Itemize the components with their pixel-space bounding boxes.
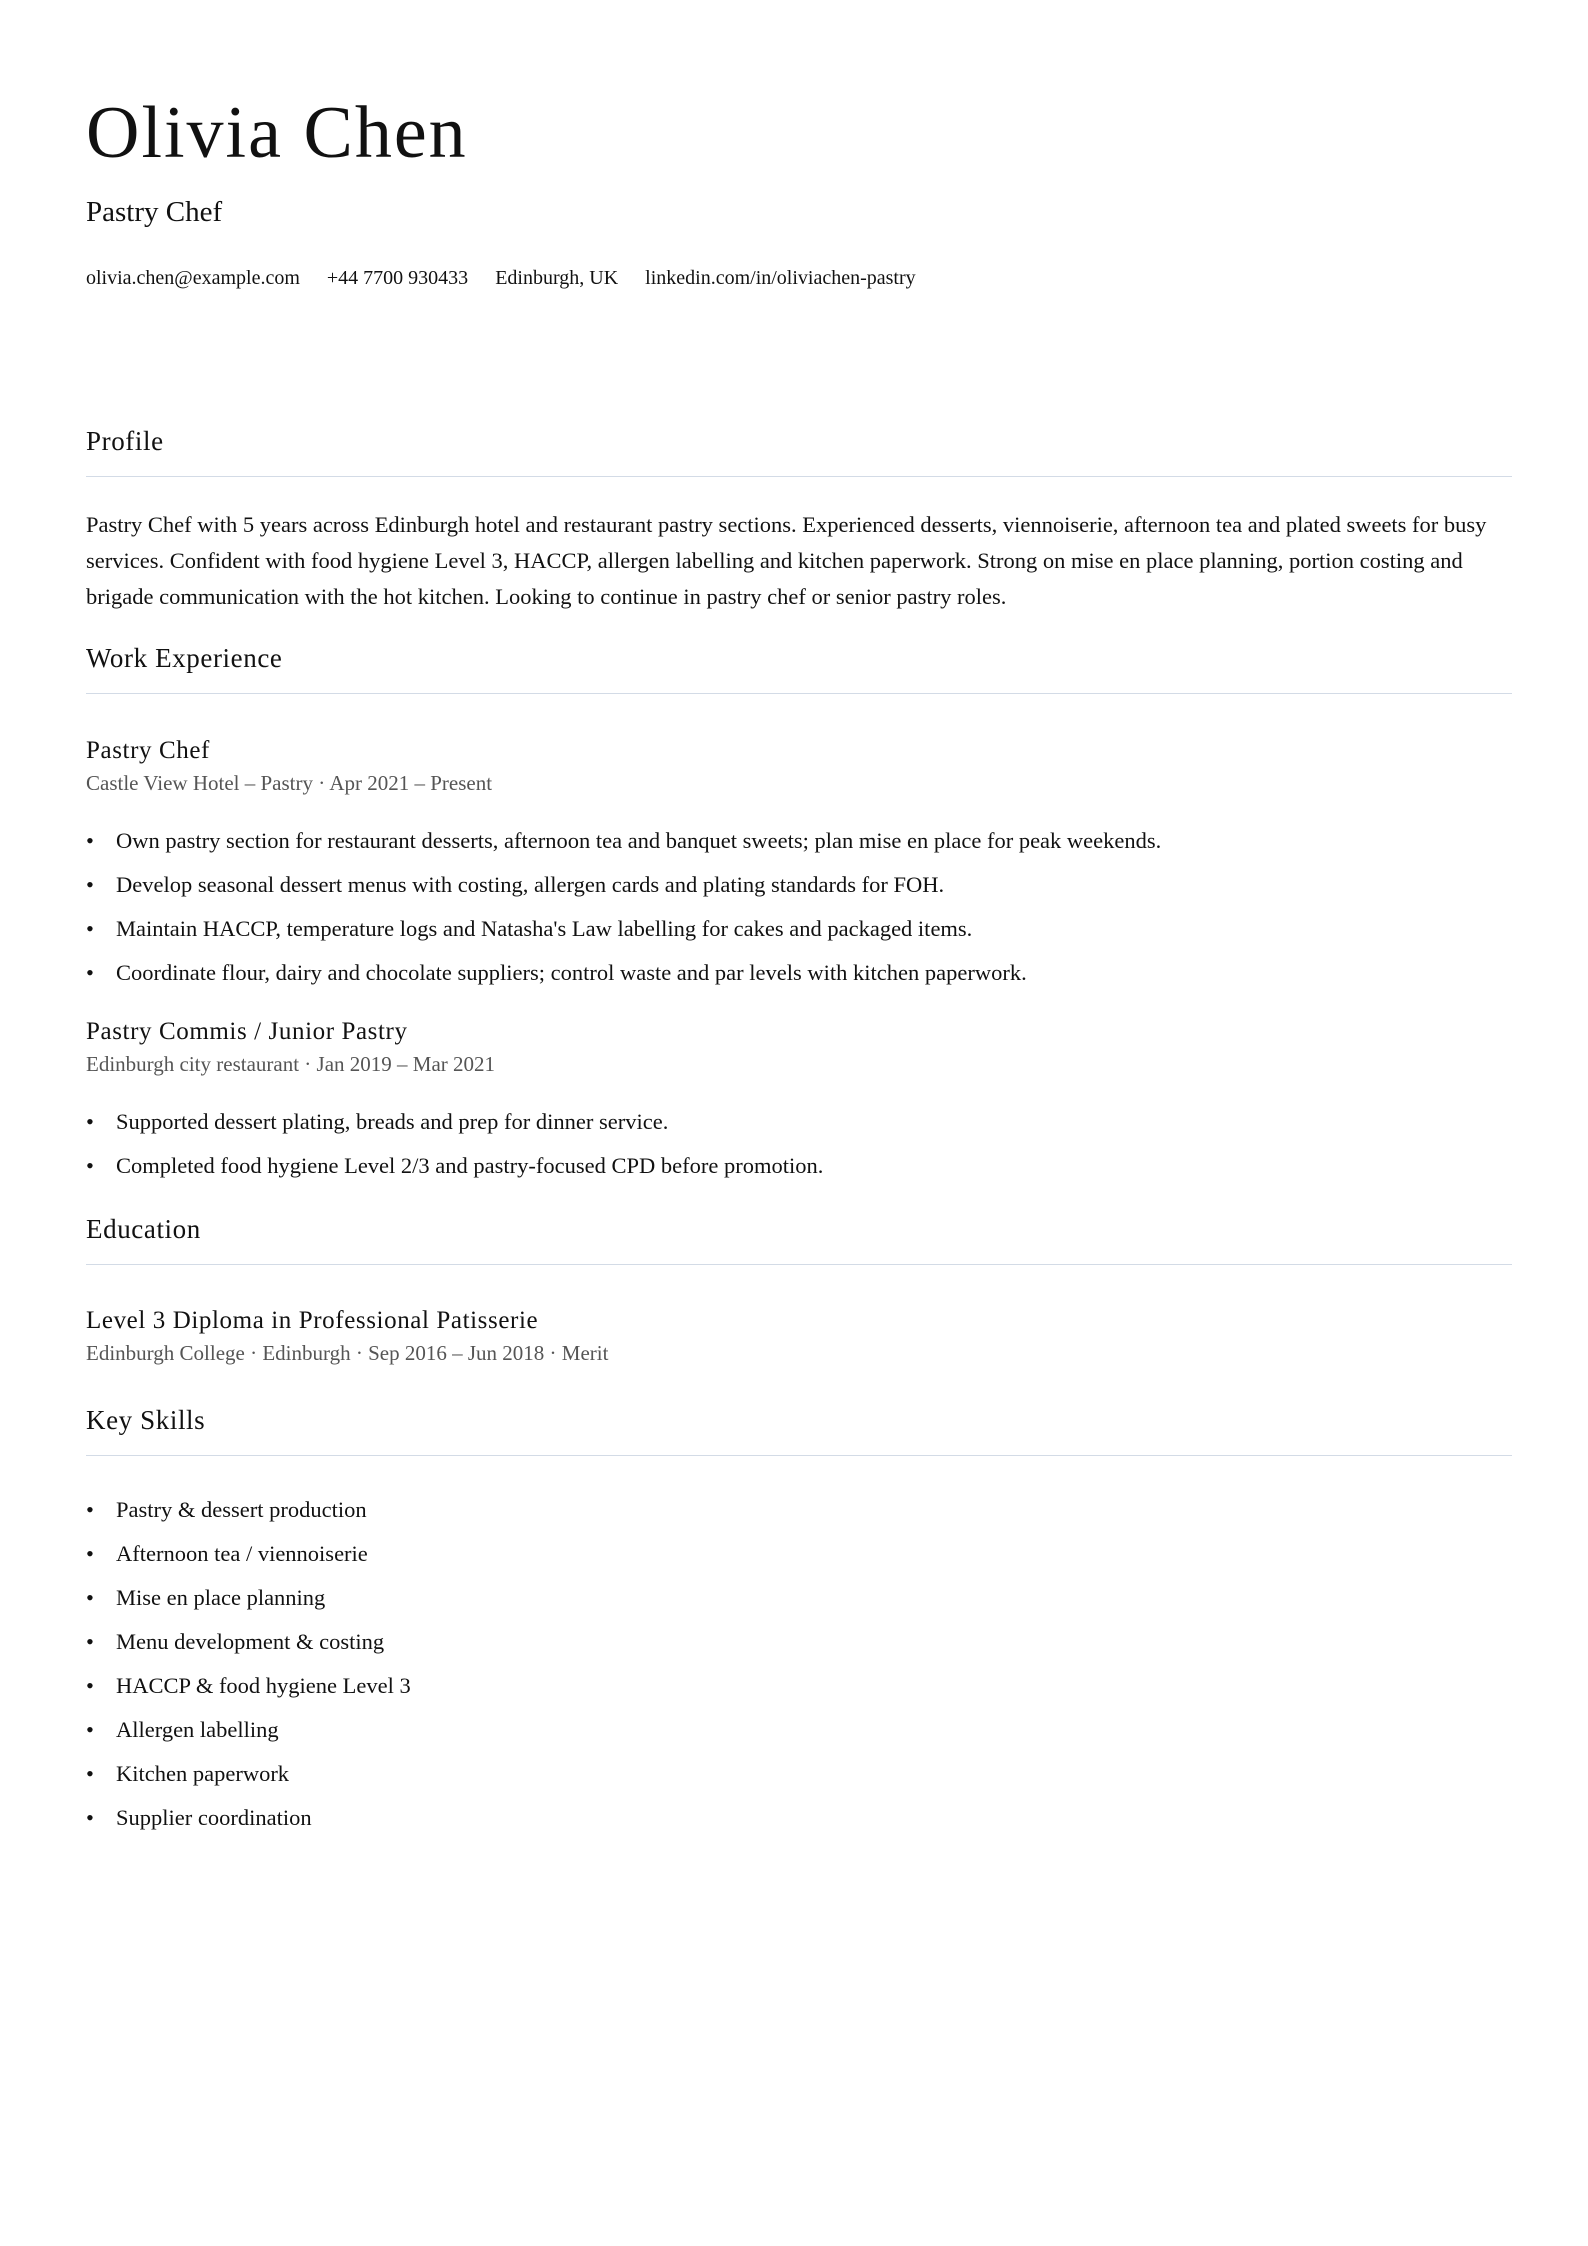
profile-summary: Pastry Chef with 5 years across Edinburgh hotel and restaurant pastry sections. Experienced desserts, viennoiserie, afternoon tea and plated sweets for busy services. Confident with food hygiene Level 3, HACCP, allergen labelling and kitchen paperwork. Strong on mise en place planning, portion costing and brigade communication with the hot kitchen. Looking to continue in pastry chef or senior pastry roles.: [86, 512, 1487, 609]
skills-list: [86, 1495, 411, 1847]
skill-item: • Allergen labelling: [86, 1715, 411, 1759]
job-meta: Edinburgh city restaurant · Jan 2019 – Mar 2021: [86, 1052, 496, 1076]
list-item: • Completed food hygiene Level 2/3 and pastry-focused CPD before promotion.: [86, 1151, 823, 1195]
list-item: • Supported dessert plating, breads and prep for dinner service.: [86, 1107, 823, 1151]
section-divider: [86, 1264, 1512, 1265]
contact-phone: +44 7700 930433: [326, 267, 469, 289]
list-item: • Maintain HACCP, temperature logs and Natasha's Law labelling for cakes and packaged items.: [86, 914, 1161, 958]
section-divider: [86, 476, 1512, 477]
skill-item: • Supplier coordination: [86, 1803, 411, 1847]
job-meta: Castle View Hotel – Pastry · Apr 2021 – Present: [86, 771, 493, 795]
skill-item: • Pastry & dessert production: [86, 1495, 411, 1539]
contact-line: [86, 268, 916, 288]
section-divider: [86, 693, 1512, 694]
skill-item: • Kitchen paperwork: [86, 1759, 411, 1803]
job-title: Pastry Commis / Junior Pastry: [86, 1018, 408, 1045]
contact-location: Edinburgh, UK: [495, 267, 619, 289]
skill-item: • HACCP & food hygiene Level 3: [86, 1671, 411, 1715]
skill-item: • Mise en place planning: [86, 1583, 411, 1627]
list-item: • Develop seasonal dessert menus with costing, allergen cards and plating standards for FOH.: [86, 870, 1161, 914]
section-title-profile: Profile: [86, 426, 164, 456]
job-bullets: [86, 1107, 823, 1195]
job-bullets: [86, 826, 1161, 1002]
list-item: • Coordinate flour, dairy and chocolate suppliers; control waste and par levels with kitchen paperwork.: [86, 958, 1161, 1002]
education-meta: Edinburgh College · Edinburgh · Sep 2016 – Jun 2018 · Merit: [86, 1341, 609, 1365]
job-title: Pastry Chef: [86, 737, 210, 764]
skill-item: • Afternoon tea / viennoiserie: [86, 1539, 411, 1583]
section-title-education: Education: [86, 1214, 201, 1244]
list-item: • Own pastry section for restaurant desserts, afternoon tea and banquet sweets; plan mise en place for peak weekends.: [86, 826, 1161, 870]
skill-item: • Menu development & costing: [86, 1627, 411, 1671]
section-title-experience: Work Experience: [86, 643, 283, 673]
candidate-headline: Pastry Chef: [86, 196, 223, 228]
education-qualification: Level 3 Diploma in Professional Patisserie: [86, 1307, 539, 1334]
section-divider: [86, 1455, 1512, 1456]
candidate-name: Olivia Chen: [86, 92, 468, 174]
contact-linkedin[interactable]: linkedin.com/in/oliviachen-pastry: [645, 267, 916, 289]
contact-email[interactable]: olivia.chen@example.com: [86, 267, 300, 289]
section-title-skills: Key Skills: [86, 1405, 206, 1435]
